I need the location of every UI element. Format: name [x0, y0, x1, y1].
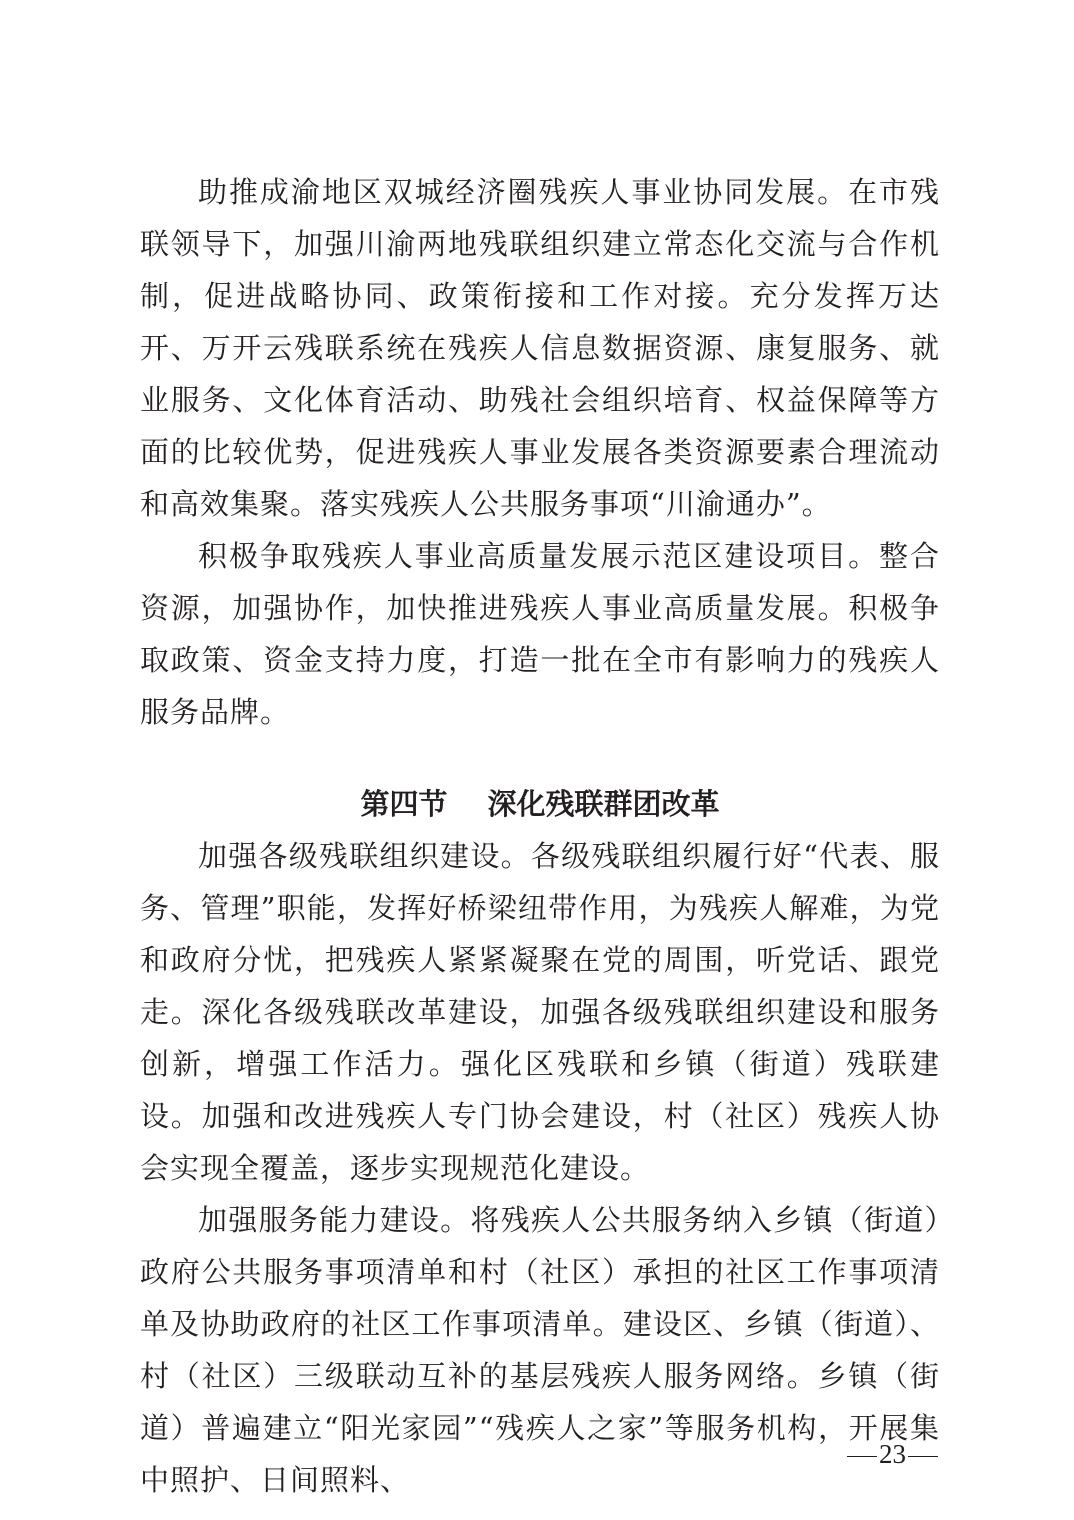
page-number — [800, 1434, 940, 1474]
section-number: 第四节 — [360, 787, 448, 821]
paragraph-organization-building: 加强各级残联组织建设。各级残联组织履行好“代表、服务、管理”职能，发挥好桥梁纽带作用，为残疾人解难，为党和政府分忧，把残疾人紧紧凝聚在党的周围，听党话、跟党走。深化各级残联改革建设，加强各级残联组织建设和服务创新，增强工作活力。强化区残联和乡镇（街道）残联建设。加强和改进残疾人专门协会建设，村（社区）残疾人协会实现全覆盖，逐步实现规范化建设。 — [140, 839, 940, 1185]
page-number-left-dash — [847, 1456, 877, 1457]
section-title-text: 深化残联群团改革 — [487, 787, 720, 821]
page-number-right-dash — [908, 1456, 938, 1457]
page-number-value: 23 — [879, 1439, 906, 1469]
paragraph-service-capacity: 加强服务能力建设。将残疾人公共服务纳入乡镇（街道）政府公共服务事项清单和村（社区）承担的社区工作事项清单及协助政府的社区工作事项清单。建设区、乡镇（街道）、村（社区）三级联动互补的基层残疾人服务网络。乡镇（街道）普遍建立“阳光家园”“残疾人之家”等服务机构，开展集中照护、日间照料、 — [140, 1203, 940, 1497]
paragraph-chengyu-cooperation: 助推成渝地区双城经济圈残疾人事业协同发展。在市残联领导下，加强川渝两地残联组织建立常态化交流与合作机制，促进战略协同、政策衔接和工作对接。充分发挥万达开、万开云残联系统在残疾人信息数据资源、康复服务、就业服务、文化体育活动、助残社会组织培育、权益保障等方面的比较优势，促进残疾人事业发展各类资源要素合理流动和高效集聚。落实残疾人公共服务事项“川渝通办”。 — [140, 175, 940, 521]
section-heading — [140, 778, 940, 830]
paragraph-demonstration-zone: 积极争取残疾人事业高质量发展示范区建设项目。整合资源，加强协作，加快推进残疾人事业高质量发展。积极争取政策、资金支持力度，打造一批在全市有影响力的残疾人服务品牌。 — [140, 539, 940, 729]
page-body — [140, 166, 940, 1506]
